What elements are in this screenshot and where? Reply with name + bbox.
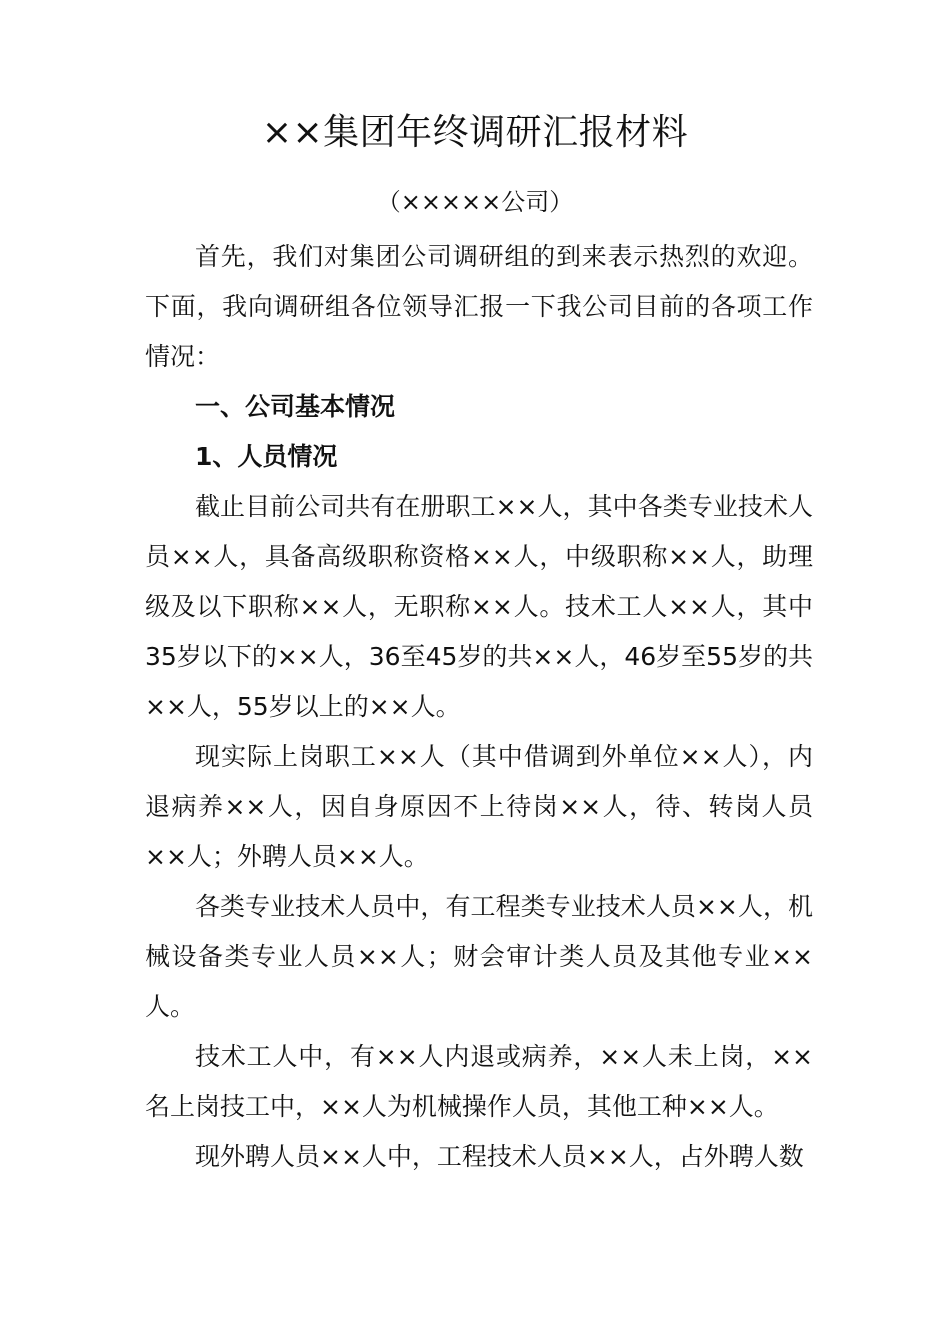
subsection-heading: 1、人员情况 [195, 442, 338, 471]
body-paragraph: 技术工人中，有××人内退或病养，××人未上岗，××名上岗技工中，××人为机械操作人员，其他工种××人。 [145, 1042, 813, 1121]
body-paragraph: 各类专业技术人员中，有工程类专业技术人员××人，机械设备类专业人员××人；财会审计类人员及其他专业××人。 [145, 892, 813, 1021]
body-paragraph: 截止目前公司共有在册职工××人，其中各类专业技术人员××人，具备高级职称资格××人，中级职称××人，助理级及以下职称××人，无职称××人。技术工人××人，其中35岁以下的××人，36至45岁的共××人，46岁至55岁的共××人，55岁以上的××人。 [145, 492, 813, 721]
document-subtitle: （×××××公司） [376, 188, 574, 216]
body-paragraph: 现实际上岗职工××人（其中借调到外单位××人），内退病养××人，因自身原因不上待岗××人，待、转岗人员××人；外聘人员××人。 [145, 742, 813, 871]
intro-paragraph: 首先，我们对集团公司调研组的到来表示热烈的欢迎。下面，我向调研组各位领导汇报一下我公司目前的各项工作情况： [145, 242, 813, 371]
document-title: ××集团年终调研汇报材料 [261, 112, 689, 153]
document-body [145, 232, 813, 1182]
body-paragraph: 现外聘人员××人中，工程技术人员××人，占外聘人数 [195, 1142, 804, 1171]
section-heading: 一、公司基本情况 [195, 392, 396, 421]
